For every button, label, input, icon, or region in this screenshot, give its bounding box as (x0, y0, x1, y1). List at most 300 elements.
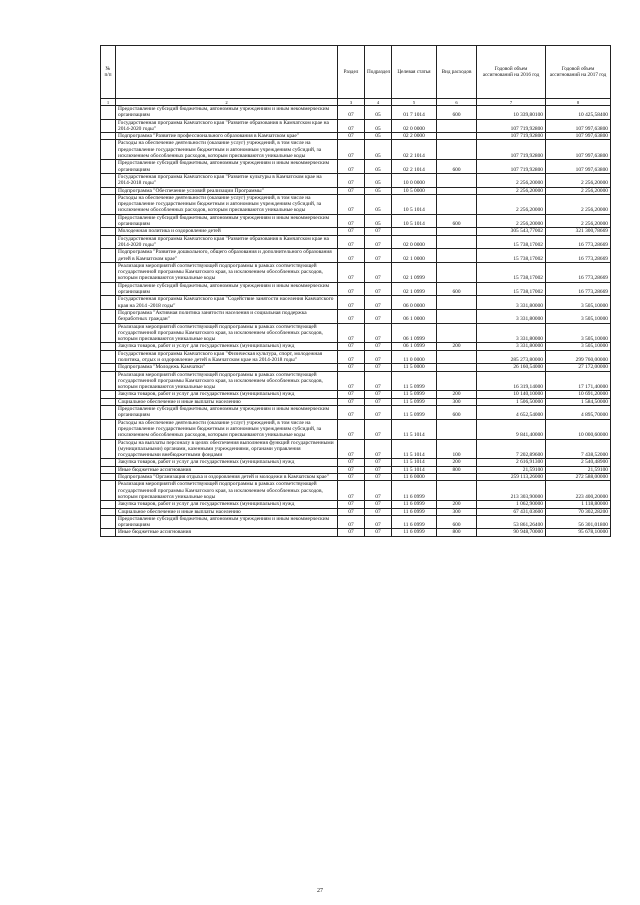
section-cell: 07 (338, 343, 365, 350)
row-number-cell (101, 474, 116, 481)
expense-type-cell: 600 (437, 160, 477, 174)
row-number-cell (101, 119, 116, 133)
amount-2016-cell: 15 738,17002 (477, 235, 546, 249)
column-number-row (101, 99, 611, 106)
table-row (101, 406, 611, 420)
section-cell: 07 (338, 160, 365, 174)
expense-type-cell (437, 364, 477, 371)
column-number: 6 (437, 99, 477, 106)
expense-type-cell: 200 (437, 501, 477, 508)
expense-type-cell: 600 (437, 106, 477, 120)
amount-2016-cell: 259 113,26000 (477, 474, 546, 481)
amount-2016-cell: 90 948,70000 (477, 529, 546, 536)
subsection-cell: 05 (365, 194, 392, 214)
row-number-cell (101, 187, 116, 194)
table-row (101, 309, 611, 323)
amount-2017-cell: 27 172,00000 (546, 364, 611, 371)
table-row (101, 106, 611, 120)
expense-type-cell: 200 (437, 343, 477, 350)
expense-type-cell (437, 481, 477, 501)
target-article-cell: 11 6 0999 (392, 515, 437, 529)
expense-type-cell: 100 (437, 439, 477, 459)
row-number-cell (101, 371, 116, 391)
table-row (101, 501, 611, 508)
row-number-cell (101, 106, 116, 120)
target-article-cell: 01 7 1014 (392, 106, 437, 120)
amount-2016-cell: 2 616,91300 (477, 459, 546, 466)
name-cell: Закупка товаров, работ и услуг для государственных (муниципальных) нужд (116, 391, 338, 398)
amount-2016-cell: 15 738,17002 (477, 249, 546, 263)
subsection-cell: 07 (365, 343, 392, 350)
amount-2017-cell: 10 000,60000 (546, 419, 611, 439)
name-cell: Предоставление субсидий бюджетным, автономным учреждениям и иным некоммерческим организациям (116, 214, 338, 228)
table-row (101, 508, 611, 515)
row-number-cell (101, 501, 116, 508)
amount-2017-cell: 16 773,28669 (546, 235, 611, 249)
name-cell: Расходы на обеспечение деятельности (оказание услуг) учреждений, в том числе на предоставление государственным бюджетным и автономным учреждениям субсидий, за исключением обособленных расходов, которым присваиваются уникальные коды (116, 194, 338, 214)
row-number-cell (101, 439, 116, 459)
row-number-cell (101, 160, 116, 174)
row-number-cell (101, 323, 116, 343)
name-cell: Государственная программа Камчатского края "Содействие занятости населения Камчатского края на 2014 -2018 годы" (116, 296, 338, 310)
section-cell: 07 (338, 515, 365, 529)
name-cell: Предоставление субсидий бюджетным, автономным учреждениям и иным некоммерческим организациям (116, 106, 338, 120)
name-cell: Реализация мероприятий соответствующей подпрограммы в рамках соответствующей государственной программы Камчатского края, за исключением обособленных расходов, которым присваиваются уникальные коды (116, 262, 338, 282)
row-number-cell (101, 296, 116, 310)
name-cell: Предоставление субсидий бюджетным, автономным учреждениям и иным некоммерческим организациям (116, 515, 338, 529)
amount-2017-cell: 21,59100 (546, 466, 611, 473)
subsection-cell: 07 (365, 391, 392, 398)
amount-2017-cell: 107 997,63800 (546, 133, 611, 140)
header-cell: Годовой объем ассигнований на 2017 год (546, 46, 611, 99)
section-cell: 07 (338, 350, 365, 364)
amount-2016-cell: 3 331,80000 (477, 296, 546, 310)
amount-2017-cell: 2 256,20000 (546, 173, 611, 187)
section-cell: 07 (338, 501, 365, 508)
subsection-cell: 05 (365, 140, 392, 160)
row-number-cell (101, 391, 116, 398)
amount-2016-cell: 9 841,40000 (477, 419, 546, 439)
amount-2017-cell: 2 256,20000 (546, 187, 611, 194)
table-row (101, 160, 611, 174)
table-row (101, 439, 611, 459)
name-cell: Предоставление субсидий бюджетным, автономным учреждениям и иным некоммерческим организациям (116, 406, 338, 420)
table-row (101, 228, 611, 235)
section-cell: 07 (338, 133, 365, 140)
expense-type-cell (437, 296, 477, 310)
section-cell: 07 (338, 282, 365, 296)
amount-2016-cell: 107 719,92800 (477, 160, 546, 174)
expense-type-cell (437, 173, 477, 187)
amount-2016-cell: 15 738,17002 (477, 282, 546, 296)
section-cell: 07 (338, 481, 365, 501)
name-cell: Расходы на обеспечение деятельности (оказание услуг) учреждений, в том числе на предоставление государственным бюджетным и автономным учреждениям субсидий, за исключением обособленных расходов, которым присваиваются уникальные коды (116, 419, 338, 439)
row-number-cell (101, 406, 116, 420)
header-cell: Раздел (338, 46, 365, 99)
amount-2017-cell: 4 895,70000 (546, 406, 611, 420)
amount-2016-cell: 107 719,92800 (477, 140, 546, 160)
name-cell: Реализация мероприятий соответствующей подпрограммы в рамках соответствующей государственной программы Камчатского края, за исключением обособленных расходов, которым присваиваются уникальные коды (116, 323, 338, 343)
subsection-cell: 07 (365, 309, 392, 323)
column-number: 5 (392, 99, 437, 106)
section-cell: 07 (338, 249, 365, 263)
section-cell: 07 (338, 391, 365, 398)
name-cell: Подпрограмма "Развитие профессионального образования в Камчатском крае" (116, 133, 338, 140)
header-cell (116, 46, 338, 99)
budget-allocation-table (100, 45, 611, 537)
amount-2017-cell: 321 300,78669 (546, 228, 611, 235)
amount-2017-cell: 16 773,28669 (546, 249, 611, 263)
table-row (101, 249, 611, 263)
section-cell: 07 (338, 459, 365, 466)
table-row (101, 398, 611, 405)
amount-2017-cell: 10 691,20000 (546, 391, 611, 398)
section-cell: 07 (338, 228, 365, 235)
expense-type-cell: 800 (437, 529, 477, 536)
target-article-cell: 02 2 1014 (392, 140, 437, 160)
amount-2016-cell: 16 319,14000 (477, 371, 546, 391)
row-number-cell (101, 262, 116, 282)
name-cell: Предоставление субсидий бюджетным, автономным учреждениям и иным некоммерческим организациям (116, 282, 338, 296)
header-cell: Целевая статья (392, 46, 437, 99)
amount-2016-cell: 1 062,90000 (477, 501, 546, 508)
name-cell: Государственная программа Камчатского края "Развитие образования в Камчатском крае на 2014-2020 годы" (116, 119, 338, 133)
expense-type-cell (437, 133, 477, 140)
section-cell: 07 (338, 309, 365, 323)
amount-2017-cell: 56 301,01800 (546, 515, 611, 529)
table-row (101, 282, 611, 296)
target-article-cell: 02 1 0000 (392, 249, 437, 263)
amount-2017-cell: 17 171,40000 (546, 371, 611, 391)
table-row (101, 296, 611, 310)
row-number-cell (101, 228, 116, 235)
amount-2017-cell: 70 302,28200 (546, 508, 611, 515)
name-cell: Государственная программа Камчатского края "Развитие культуры в Камчатском крае на 2014-2018 годы" (116, 173, 338, 187)
amount-2016-cell: 1 506,50000 (477, 398, 546, 405)
name-cell: Подпрограмма "Активная политика занятости населения и социальная поддержка безработных граждан" (116, 309, 338, 323)
target-article-cell: 06 0 0000 (392, 296, 437, 310)
section-cell: 07 (338, 140, 365, 160)
name-cell: Иные бюджетные ассигнования (116, 529, 338, 536)
section-cell: 07 (338, 439, 365, 459)
row-number-cell (101, 419, 116, 439)
subsection-cell: 07 (365, 228, 392, 235)
target-article-cell: 10 5 1014 (392, 194, 437, 214)
row-number-cell (101, 481, 116, 501)
section-cell: 07 (338, 235, 365, 249)
expense-type-cell (437, 309, 477, 323)
table-row (101, 371, 611, 391)
section-cell: 07 (338, 296, 365, 310)
column-number: 4 (365, 99, 392, 106)
amount-2016-cell: 2 256,20000 (477, 173, 546, 187)
table-row (101, 173, 611, 187)
table-row (101, 350, 611, 364)
row-number-cell (101, 249, 116, 263)
name-cell: Государственная программа Камчатского края "Развитие образования в Камчатском крае на 2014-2020 годы" (116, 235, 338, 249)
amount-2016-cell: 67 431,03600 (477, 508, 546, 515)
row-number-cell (101, 133, 116, 140)
subsection-cell: 07 (365, 282, 392, 296)
column-number: 3 (338, 99, 365, 106)
amount-2016-cell: 2 256,20000 (477, 187, 546, 194)
row-number-cell (101, 350, 116, 364)
name-cell: Закупка товаров, работ и услуг для государственных (муниципальных) нужд (116, 459, 338, 466)
subsection-cell: 05 (365, 119, 392, 133)
amount-2016-cell: 213 303,90000 (477, 481, 546, 501)
target-article-cell: 06 1 0999 (392, 343, 437, 350)
amount-2016-cell: 3 331,80000 (477, 309, 546, 323)
subsection-cell: 05 (365, 187, 392, 194)
section-cell: 07 (338, 214, 365, 228)
subsection-cell: 05 (365, 106, 392, 120)
column-number: 7 (477, 99, 546, 106)
target-article-cell: 11 5 0999 (392, 391, 437, 398)
expense-type-cell (437, 262, 477, 282)
amount-2017-cell: 16 773,28669 (546, 262, 611, 282)
subsection-cell: 05 (365, 214, 392, 228)
expense-type-cell: 200 (437, 391, 477, 398)
target-article-cell: 10 5 1014 (392, 214, 437, 228)
subsection-cell: 07 (365, 466, 392, 473)
row-number-cell (101, 173, 116, 187)
amount-2017-cell: 223 400,20000 (546, 481, 611, 501)
subsection-cell: 07 (365, 439, 392, 459)
target-article-cell: 11 5 1014 (392, 419, 437, 439)
subsection-cell: 07 (365, 249, 392, 263)
target-article-cell: 11 5 1014 (392, 459, 437, 466)
subsection-cell: 07 (365, 262, 392, 282)
expense-type-cell (437, 371, 477, 391)
page-number: 27 (317, 888, 323, 894)
target-article-cell: 11 6 0999 (392, 529, 437, 536)
amount-2016-cell: 7 202,89600 (477, 439, 546, 459)
header-row (101, 46, 611, 99)
section-cell: 07 (338, 371, 365, 391)
row-number-cell (101, 529, 116, 536)
amount-2016-cell: 10 140,10000 (477, 391, 546, 398)
expense-type-cell (437, 187, 477, 194)
row-number-cell (101, 282, 116, 296)
subsection-cell: 07 (365, 481, 392, 501)
amount-2016-cell: 15 738,17002 (477, 262, 546, 282)
name-cell: Расходы на выплаты персоналу в целях обеспечения выполнения функций государственными (муниципальными) органами, казенными учреждениями, органами управления государственными внебюджетными фондами (116, 439, 338, 459)
expense-type-cell (437, 194, 477, 214)
section-cell: 07 (338, 508, 365, 515)
target-article-cell (392, 228, 437, 235)
expense-type-cell: 300 (437, 508, 477, 515)
expense-type-cell: 600 (437, 515, 477, 529)
expense-type-cell: 600 (437, 282, 477, 296)
section-cell: 07 (338, 406, 365, 420)
target-article-cell: 02 1 0999 (392, 282, 437, 296)
target-article-cell: 11 5 1014 (392, 439, 437, 459)
subsection-cell: 07 (365, 296, 392, 310)
amount-2016-cell: 2 256,20000 (477, 194, 546, 214)
target-article-cell: 10 5 0000 (392, 187, 437, 194)
amount-2017-cell: 1 584,50000 (546, 398, 611, 405)
header-cell: Годовой объем ассигнований на 2016 год (477, 46, 546, 99)
name-cell: Государственная программа Камчатского края "Физическая культура, спорт, молодежная политика, отдых и оздоровление детей в Камчатском крае на 2014-2018 годы" (116, 350, 338, 364)
target-article-cell: 11 5 1014 (392, 466, 437, 473)
table-row (101, 343, 611, 350)
name-cell: Реализация мероприятий соответствующей подпрограммы в рамках соответствующей государственной программы Камчатского края, за исключением обособленных расходов, которым присваиваются уникальные коды (116, 481, 338, 501)
target-article-cell: 11 6 0999 (392, 508, 437, 515)
subsection-cell: 07 (365, 474, 392, 481)
name-cell: Закупка товаров, работ и услуг для государственных (муниципальных) нужд (116, 343, 338, 350)
amount-2016-cell: 285 273,80000 (477, 350, 546, 364)
table-row (101, 323, 611, 343)
row-number-cell (101, 466, 116, 473)
amount-2017-cell: 95 678,10000 (546, 529, 611, 536)
row-number-cell (101, 214, 116, 228)
target-article-cell: 11 6 0000 (392, 474, 437, 481)
expense-type-cell: 600 (437, 214, 477, 228)
subsection-cell: 05 (365, 160, 392, 174)
table-row (101, 515, 611, 529)
table-row (101, 214, 611, 228)
expense-type-cell (437, 350, 477, 364)
subsection-cell: 07 (365, 364, 392, 371)
name-cell: Социальное обеспечение и иные выплаты населению (116, 398, 338, 405)
table-row (101, 419, 611, 439)
table-row (101, 187, 611, 194)
section-cell: 07 (338, 529, 365, 536)
row-number-cell (101, 343, 116, 350)
amount-2017-cell: 272 588,00000 (546, 474, 611, 481)
section-cell: 07 (338, 173, 365, 187)
amount-2017-cell: 2 256,20000 (546, 194, 611, 214)
row-number-cell (101, 459, 116, 466)
target-article-cell: 02 0 0000 (392, 235, 437, 249)
name-cell: Подпрограмма "Организация отдыха и оздоровления детей и молодежи в Камчатском крае" (116, 474, 338, 481)
target-article-cell: 02 2 1014 (392, 160, 437, 174)
table-row (101, 474, 611, 481)
amount-2017-cell: 3 505,10000 (546, 296, 611, 310)
subsection-cell: 07 (365, 235, 392, 249)
amount-2017-cell: 3 505,10000 (546, 343, 611, 350)
row-number-cell (101, 508, 116, 515)
expense-type-cell (437, 249, 477, 263)
table-row (101, 364, 611, 371)
amount-2017-cell: 3 505,10000 (546, 309, 611, 323)
header-cell: Подраздел (365, 46, 392, 99)
target-article-cell: 11 5 0000 (392, 364, 437, 371)
name-cell: Подпрограмма "Молодежь Камчатки" (116, 364, 338, 371)
target-article-cell: 11 6 0999 (392, 501, 437, 508)
amount-2017-cell: 107 997,63800 (546, 160, 611, 174)
table-row (101, 194, 611, 214)
column-number: 8 (546, 99, 611, 106)
subsection-cell: 07 (365, 515, 392, 529)
target-article-cell: 02 0 0000 (392, 119, 437, 133)
target-article-cell: 11 5 0999 (392, 406, 437, 420)
target-article-cell: 06 1 0000 (392, 309, 437, 323)
amount-2016-cell: 53 861,26400 (477, 515, 546, 529)
target-article-cell: 02 2 0000 (392, 133, 437, 140)
expense-type-cell (437, 323, 477, 343)
subsection-cell: 07 (365, 508, 392, 515)
amount-2017-cell: 3 505,10000 (546, 323, 611, 343)
table-row (101, 529, 611, 536)
amount-2016-cell: 2 256,20000 (477, 214, 546, 228)
amount-2016-cell: 26 160,54000 (477, 364, 546, 371)
amount-2016-cell: 107 719,92800 (477, 119, 546, 133)
subsection-cell: 07 (365, 323, 392, 343)
section-cell: 07 (338, 398, 365, 405)
subsection-cell: 07 (365, 350, 392, 364)
section-cell: 07 (338, 474, 365, 481)
subsection-cell: 07 (365, 406, 392, 420)
table-row (101, 466, 611, 473)
amount-2016-cell: 10 339,80100 (477, 106, 546, 120)
table-body (101, 106, 611, 537)
name-cell: Расходы на обеспечение деятельности (оказание услуг) учреждений, в том числе на предоставление государственным бюджетным и автономным учреждениям субсидий, за исключением обособленных расходов, которым присваиваются уникальные коды (116, 140, 338, 160)
subsection-cell: 05 (365, 173, 392, 187)
amount-2016-cell: 21,59100 (477, 466, 546, 473)
amount-2016-cell: 4 652,54000 (477, 406, 546, 420)
subsection-cell: 07 (365, 419, 392, 439)
amount-2017-cell: 2 256,20000 (546, 214, 611, 228)
subsection-cell: 07 (365, 459, 392, 466)
expense-type-cell (437, 474, 477, 481)
amount-2017-cell: 107 997,63800 (546, 140, 611, 160)
section-cell: 07 (338, 364, 365, 371)
row-number-cell (101, 309, 116, 323)
target-article-cell: 11 5 0999 (392, 371, 437, 391)
table-row (101, 140, 611, 160)
amount-2017-cell: 1 118,80000 (546, 501, 611, 508)
subsection-cell: 05 (365, 133, 392, 140)
expense-type-cell: 300 (437, 398, 477, 405)
section-cell: 07 (338, 187, 365, 194)
amount-2016-cell: 3 331,80000 (477, 343, 546, 350)
name-cell: Молодежная политика и оздоровление детей (116, 228, 338, 235)
row-number-cell (101, 194, 116, 214)
table-row (101, 391, 611, 398)
expense-type-cell: 200 (437, 459, 477, 466)
amount-2017-cell: 16 773,28669 (546, 282, 611, 296)
table-row (101, 481, 611, 501)
expense-type-cell (437, 419, 477, 439)
column-number: 2 (116, 99, 338, 106)
row-number-cell (101, 140, 116, 160)
row-number-cell (101, 398, 116, 405)
section-cell: 07 (338, 466, 365, 473)
column-number: 1 (101, 99, 116, 106)
table-row (101, 235, 611, 249)
expense-type-cell: 800 (437, 466, 477, 473)
name-cell: Предоставление субсидий бюджетным, автономным учреждениям и иным некоммерческим организациям (116, 160, 338, 174)
amount-2016-cell: 107 719,92800 (477, 133, 546, 140)
amount-2017-cell: 2 540,48900 (546, 459, 611, 466)
expense-type-cell (437, 119, 477, 133)
expense-type-cell: 600 (437, 406, 477, 420)
subsection-cell: 07 (365, 371, 392, 391)
amount-2016-cell: 305 543,77002 (477, 228, 546, 235)
name-cell: Подпрограмма "Развитие дошкольного, общего образования и дополнительного образования детей в Камчатском крае" (116, 249, 338, 263)
table-row (101, 459, 611, 466)
subsection-cell: 07 (365, 398, 392, 405)
expense-type-cell (437, 235, 477, 249)
amount-2017-cell: 107 997,63800 (546, 119, 611, 133)
amount-2016-cell: 3 331,80000 (477, 323, 546, 343)
name-cell: Закупка товаров, работ и услуг для государственных (муниципальных) нужд (116, 501, 338, 508)
row-number-cell (101, 364, 116, 371)
section-cell: 07 (338, 262, 365, 282)
table-row (101, 133, 611, 140)
subsection-cell: 07 (365, 501, 392, 508)
